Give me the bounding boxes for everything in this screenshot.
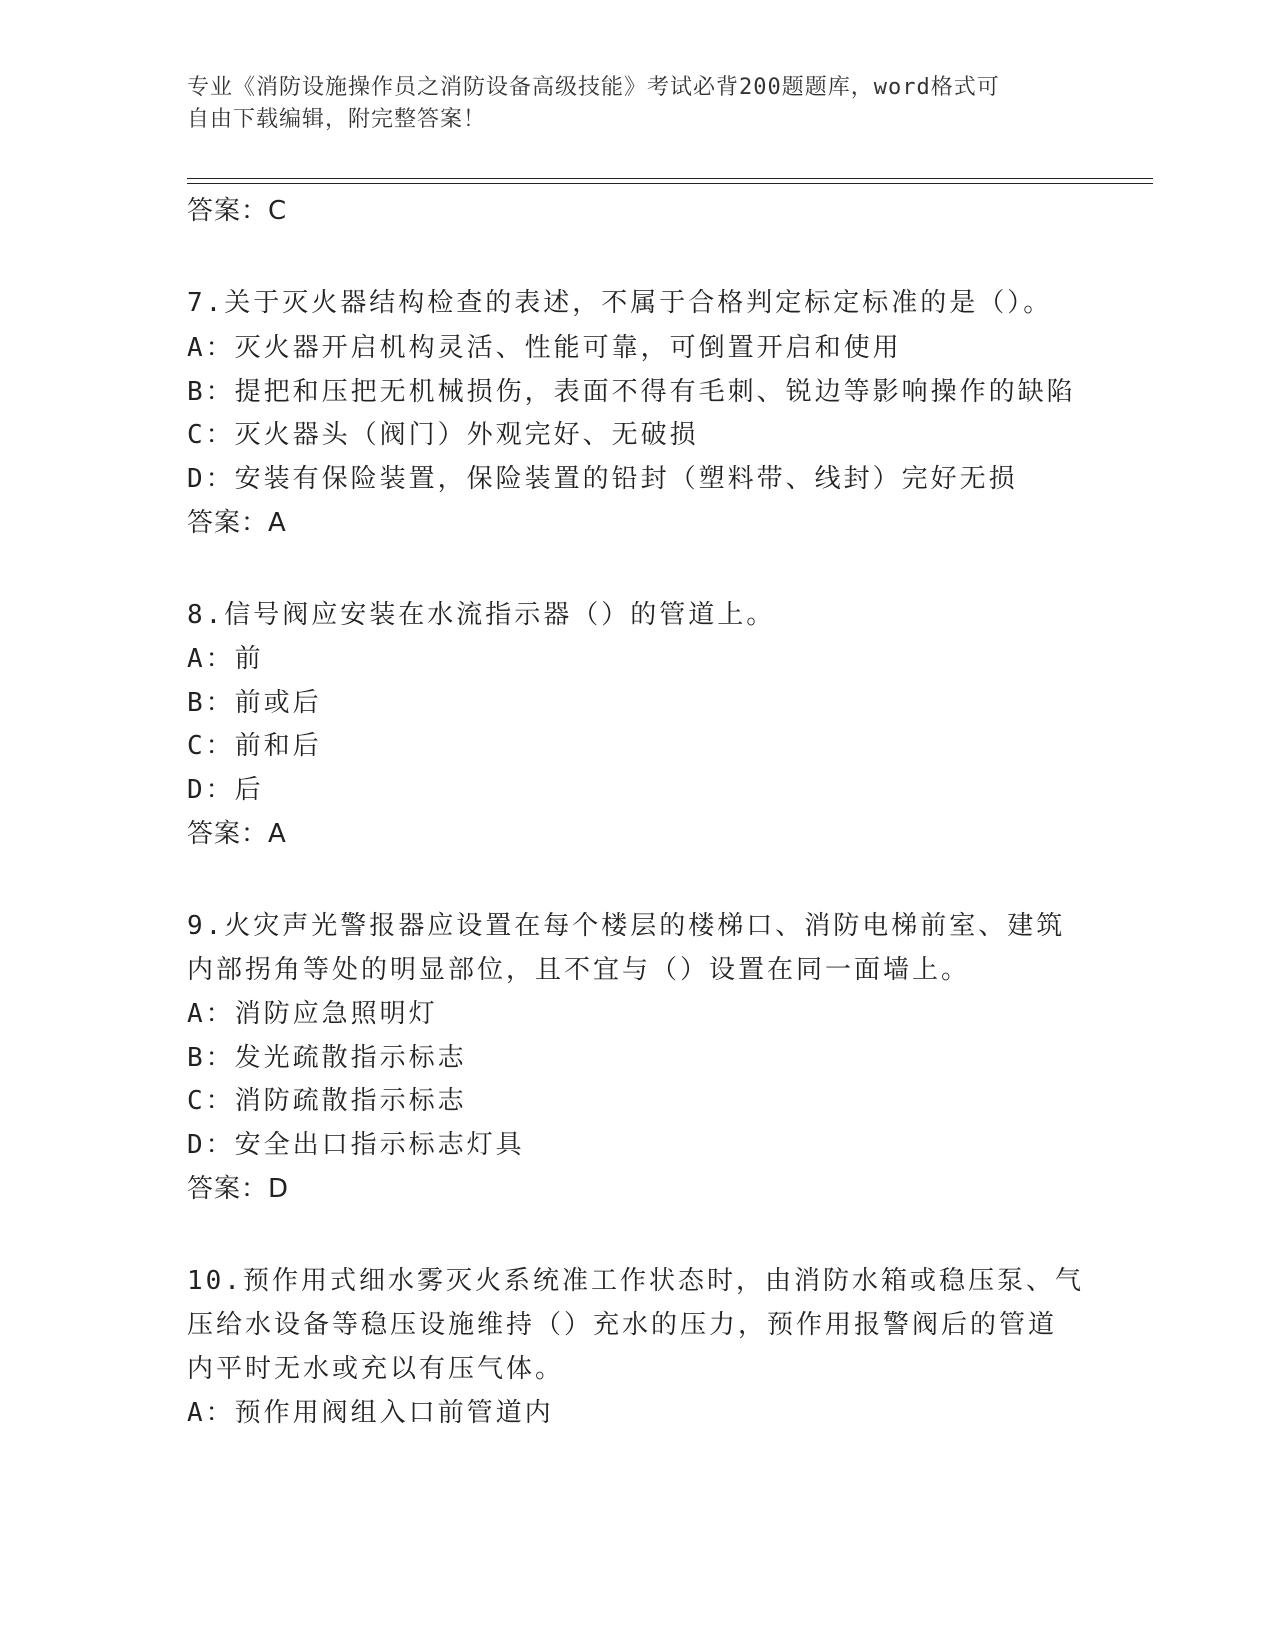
question-9-option-d: D：安全出口指示标志灯具 <box>187 1130 525 1160</box>
question-7-option-c: C：灭火器头（阀门）外观完好、无破损 <box>187 420 699 450</box>
question-7-option-a: A：灭火器开启机构灵活、性能可靠，可倒置开启和使用 <box>187 333 902 363</box>
question-9-option-a: A：消防应急照明灯 <box>187 999 438 1029</box>
header-line-2: 自由下载编辑，附完整答案！ <box>187 107 487 132</box>
question-9-stem-line-2: 内部拐角等处的明显部位，且不宜与（）设置在同一面墙上。 <box>187 955 971 985</box>
question-9-answer: 答案：D <box>187 1174 290 1204</box>
question-7-option-b: B：提把和压把无机械损伤，表面不得有毛刺、锐边等影响操作的缺陷 <box>187 377 1076 407</box>
header-rule-top <box>187 178 1153 179</box>
question-7-option-d: D：安装有保险装置，保险装置的铅封（塑料带、线封）完好无损 <box>187 464 1018 494</box>
question-8-stem: 8.信号阀应安装在水流指示器（）的管道上。 <box>187 600 776 630</box>
document-header <box>187 72 1067 136</box>
question-8-option-b: B：前或后 <box>187 688 322 718</box>
question-10-stem-line-3: 内平时无水或充以有压气体。 <box>187 1354 565 1384</box>
answer-6: 答案：C <box>187 196 288 226</box>
question-10-stem-line-1: 10.预作用式细水雾灭火系统准工作状态时，由消防水箱或稳压泵、气 <box>187 1266 1084 1296</box>
header-rule-bottom <box>187 183 1153 184</box>
question-9-option-c: C：消防疏散指示标志 <box>187 1086 467 1116</box>
header-line-1: 专业《消防设施操作员之消防设备高级技能》考试必背200题题库，word格式可 <box>187 75 1000 100</box>
question-9-stem-line-1: 9.火灾声光警报器应设置在每个楼层的楼梯口、消防电梯前室、建筑 <box>187 911 1066 941</box>
question-8-answer: 答案：A <box>187 819 287 849</box>
question-10-stem-line-2: 压给水设备等稳压设施维持（）充水的压力，预作用报警阀后的管道 <box>187 1310 1058 1340</box>
question-8-option-a: A：前 <box>187 644 264 674</box>
question-9-option-b: B：发光疏散指示标志 <box>187 1043 467 1073</box>
question-10-option-a: A：预作用阀组入口前管道内 <box>187 1398 554 1428</box>
question-7-stem: 7.关于灭火器结构检查的表述，不属于合格判定标定标准的是（）。 <box>187 288 1053 318</box>
question-8-option-c: C：前和后 <box>187 731 322 761</box>
question-8-option-d: D：后 <box>187 775 264 805</box>
question-7-answer: 答案：A <box>187 508 287 538</box>
